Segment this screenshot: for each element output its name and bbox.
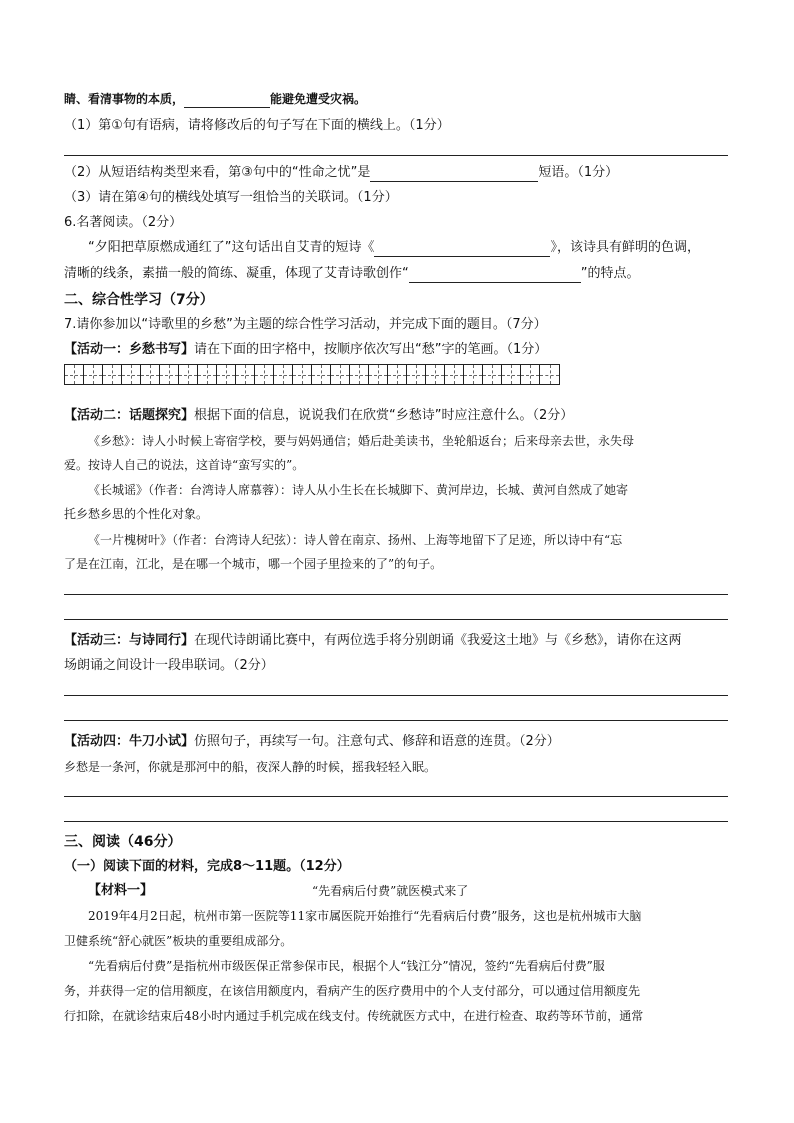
mat1-para2-line3: 行扣除，在就诊结束后48小时内通过手机完成在线支付。传统就医方式中，在进行检查、取药等环节前，通常 xyxy=(64,1009,644,1023)
q5-tail-text-a: 睛、看清事物的本质， xyxy=(64,92,185,106)
grid-cell[interactable] xyxy=(426,365,445,384)
grid-cell[interactable] xyxy=(179,365,198,384)
act2-para1-line1: 《乡愁》：诗人小时候上寄宿学校，要与妈妈通信；婚后赴美读书，坐轮船返台；后来母亲去世，永失母 xyxy=(88,434,635,448)
activity-1-label: 【活动一：乡愁书写】 xyxy=(64,342,195,357)
reading-part-1: （一）阅读下面的材料，完成8～11题。（12分） xyxy=(64,859,350,874)
grid-cell[interactable] xyxy=(103,365,122,384)
q5-sub1: （1）第①句有语病，请将修改后的句子写在下面的横线上。（1分） xyxy=(64,118,450,133)
grid-cell[interactable] xyxy=(312,365,331,384)
act2-para3-line2: 了是在江南，江北，是在哪一个城市，哪一个园子里捡来的了”的句子。 xyxy=(64,557,443,571)
grid-cell[interactable] xyxy=(502,365,521,384)
activity-1 xyxy=(64,341,547,359)
q6-title: 6.名著阅读。（2分） xyxy=(64,215,183,230)
activity-3-text-line2: 场朗诵之间设计一段串联词。（2分） xyxy=(64,658,274,673)
act2-para1-line2: 爱。按诗人自己的说法，这首诗“蛮写实的”。 xyxy=(64,458,305,472)
q5-tail-text-b: 能避免遭受灾祸。 xyxy=(270,92,367,106)
act2-para3-line1: 《一片槐树叶》（作者：台湾诗人纪弦）：诗人曾在南京、扬州、上海等地留下了足迹，所以诗中有“忘 xyxy=(88,533,623,547)
grid-cell[interactable] xyxy=(331,365,350,384)
grid-cell[interactable] xyxy=(445,365,464,384)
answer-line[interactable] xyxy=(64,695,728,696)
q5-sub2-text-a: （2）从短语结构类型来看，第③句中的“性命之忧”是 xyxy=(64,165,371,180)
activity-3-label: 【活动三：与诗同行】 xyxy=(64,633,195,648)
grid-cell[interactable] xyxy=(141,365,160,384)
answer-blank[interactable] xyxy=(409,268,581,283)
mat1-para1-line2: 卫健系统“舒心就医”板块的重要组成部分。 xyxy=(64,934,293,948)
answer-line[interactable] xyxy=(64,594,728,595)
activity-4-text: 仿照句子，再续写一句。注意句式、修辞和语意的连贯。（2分） xyxy=(194,734,560,749)
q7-prompt: 7.请你参加以“诗歌里的乡愁”为主题的综合性学习活动，并完成下面的题目。（7分） xyxy=(64,317,547,332)
activity-4 xyxy=(64,733,560,751)
mat1-para1-line1: 2019年4月2日起，杭州市第一医院等11家市属医院开始推行“先看病后付费”服务，这也是杭州城市大脑 xyxy=(88,909,642,923)
grid-cell[interactable] xyxy=(464,365,483,384)
mat1-para2-line2: 务，并获得一定的信用额度，在该信用额度内，看病产生的医疗费用中的个人支付部分，可以通过信用额度先 xyxy=(64,984,641,998)
answer-line[interactable] xyxy=(64,619,728,620)
grid-cell[interactable] xyxy=(122,365,141,384)
section-heading-2: 二、综合性学习（7分） xyxy=(64,292,214,308)
grid-cell[interactable] xyxy=(388,365,407,384)
answer-blank[interactable] xyxy=(184,93,270,108)
grid-cell[interactable] xyxy=(236,365,255,384)
grid-cell[interactable] xyxy=(160,365,179,384)
activity-3 xyxy=(64,632,682,650)
answer-blank[interactable] xyxy=(374,242,550,257)
answer-line[interactable] xyxy=(64,821,728,822)
grid-cell[interactable] xyxy=(521,365,540,384)
q6-line1-text-a: “夕阳把草原燃成通红了”这句话出自艾青的短诗《 xyxy=(88,240,375,255)
act2-para2-line2: 托乡愁乡思的个性化对象。 xyxy=(64,507,209,521)
q6-line2-text-a: 清晰的线条，素描一般的简练、凝重，体现了艾青诗歌创作“ xyxy=(64,266,409,281)
activity-2-text: 根据下面的信息，说说我们在欣赏“乡愁诗”时应注意什么。（2分） xyxy=(194,408,574,423)
material-1-label: 【材料一】 xyxy=(88,883,154,898)
q6-line1 xyxy=(88,239,700,257)
grid-cell[interactable] xyxy=(369,365,388,384)
grid-cell[interactable] xyxy=(540,365,559,384)
q6-line2-text-b: ”的特点。 xyxy=(580,266,640,281)
activity-2 xyxy=(64,407,573,425)
q6-line1-text-b: 》，该诗具有鲜明的色调， xyxy=(550,240,700,255)
activity-3-text: 在现代诗朗诵比赛中，有两位选手将分别朗诵《我爱这土地》与《乡愁》，请你在这两 xyxy=(194,633,682,648)
grid-cell[interactable] xyxy=(84,365,103,384)
q5-tail-line xyxy=(64,90,366,108)
act2-para2-line1: 《长城谣》（作者：台湾诗人席慕蓉）：诗人从小生长在长城脚下、黄河岸边，长城、黄河自然成了她寄 xyxy=(88,483,629,497)
grid-cell[interactable] xyxy=(217,365,236,384)
answer-blank[interactable] xyxy=(370,167,538,182)
answer-line[interactable] xyxy=(64,155,728,156)
grid-cell[interactable] xyxy=(198,365,217,384)
q6-line2 xyxy=(64,265,640,283)
activity-1-text: 请在下面的田字格中，按顺序依次写出“愁”字的笔画。（1分） xyxy=(194,342,548,357)
activity-4-sample: 乡愁是一条河，你就是那河中的船，夜深人静的时候，摇我轻轻入眠。 xyxy=(64,760,437,774)
material-1-title: “先看病后付费”就医模式来了 xyxy=(312,884,469,898)
section-heading-3: 三、阅读（46分） xyxy=(64,834,182,850)
grid-cell[interactable] xyxy=(350,365,369,384)
activity-2-label: 【活动二：话题探究】 xyxy=(64,408,195,423)
grid-cell[interactable] xyxy=(293,365,312,384)
q5-sub3: （3）请在第④句的横线处填写一组恰当的关联词。（1分） xyxy=(64,190,398,205)
grid-cell[interactable] xyxy=(483,365,502,384)
grid-cell[interactable] xyxy=(274,365,293,384)
q5-sub2-text-b: 短语。（1分） xyxy=(538,165,619,180)
grid-cell[interactable] xyxy=(255,365,274,384)
tianzige-grid[interactable] xyxy=(64,364,560,385)
grid-cell[interactable] xyxy=(65,365,84,384)
q5-sub2 xyxy=(64,164,618,182)
activity-4-label: 【活动四：牛刀小试】 xyxy=(64,734,195,749)
mat1-para2-line1: “先看病后付费”是指杭州市级医保正常参保市民，根据个人“钱江分”情况，签约“先看病后付费”服 xyxy=(88,959,605,973)
answer-line[interactable] xyxy=(64,796,728,797)
grid-cell[interactable] xyxy=(407,365,426,384)
answer-line[interactable] xyxy=(64,720,728,721)
